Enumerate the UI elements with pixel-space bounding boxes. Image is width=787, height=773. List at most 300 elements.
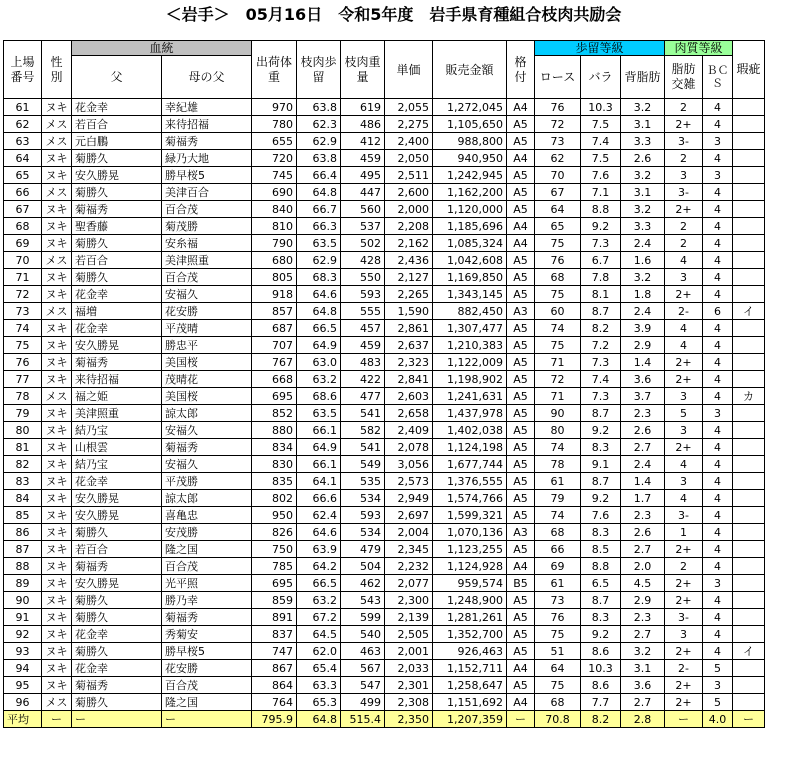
table-row — [4, 184, 765, 201]
sex-cell: ヌキ — [42, 320, 72, 337]
row-no-cell: 77 — [4, 371, 42, 388]
table-row — [4, 405, 765, 422]
sales-amount-cell: 1,122,009 — [433, 354, 507, 371]
carcass-weight-cell: 550 — [341, 269, 385, 286]
unit-price-cell: 2,127 — [385, 269, 433, 286]
rib-cell: 8.5 — [581, 541, 621, 558]
unit-price-cell: 2,055 — [385, 99, 433, 116]
row-no-cell: 89 — [4, 575, 42, 592]
unit-price-cell: 2,573 — [385, 473, 433, 490]
bcs-cell: 4 — [703, 252, 733, 269]
table-row — [4, 439, 765, 456]
unit-price-cell: 2,637 — [385, 337, 433, 354]
maternal-grandfather-cell: 隆之国 — [162, 694, 252, 711]
father-cell: 結乃宝 — [72, 456, 162, 473]
grade-cell: A4 — [507, 99, 535, 116]
row-no-cell: 87 — [4, 541, 42, 558]
rib-cell: 8.7 — [581, 405, 621, 422]
defect-cell — [733, 252, 765, 269]
rib-cell: 7.3 — [581, 388, 621, 405]
table-row — [4, 354, 765, 371]
bms-cell: 3- — [665, 609, 703, 626]
carcass-weight-cell: 543 — [341, 592, 385, 609]
bcs-cell: 4 — [703, 337, 733, 354]
rib-cell: 8.7 — [581, 473, 621, 490]
header-ship-weight: 出荷体重 — [252, 41, 297, 99]
father-cell: 安久勝晃 — [72, 167, 162, 184]
average-cell: 70.8 — [535, 711, 581, 728]
carcass-yield-cell: 64.6 — [297, 286, 341, 303]
maternal-grandfather-cell: 秀菊安 — [162, 626, 252, 643]
sex-cell: ヌキ — [42, 201, 72, 218]
rib-cell: 8.6 — [581, 677, 621, 694]
average-cell: ー — [733, 711, 765, 728]
backfat-cell: 3.2 — [621, 99, 665, 116]
carcass-weight-cell: 459 — [341, 337, 385, 354]
bcs-cell: 4 — [703, 235, 733, 252]
table-row — [4, 303, 765, 320]
maternal-grandfather-cell: 百合茂 — [162, 269, 252, 286]
bms-cell: 3 — [665, 626, 703, 643]
maternal-grandfather-cell: 勝早桜5 — [162, 643, 252, 660]
sales-amount-cell: 1,185,696 — [433, 218, 507, 235]
carcass-weight-cell: 547 — [341, 677, 385, 694]
sales-amount-cell: 1,070,136 — [433, 524, 507, 541]
rib-cell: 7.5 — [581, 150, 621, 167]
rib-cell: 8.2 — [581, 320, 621, 337]
rib-cell: 7.8 — [581, 269, 621, 286]
page-title: ＜岩手＞ 05月16日 令和5年度 岩手県育種組合枝肉共励会 — [165, 5, 622, 24]
row-no-cell: 64 — [4, 150, 42, 167]
average-cell: 4.0 — [703, 711, 733, 728]
carcass-weight-cell: 499 — [341, 694, 385, 711]
maternal-grandfather-cell: 安糸福 — [162, 235, 252, 252]
bms-cell: 2 — [665, 235, 703, 252]
carcass-yield-cell: 62.4 — [297, 507, 341, 524]
unit-price-cell: 2,300 — [385, 592, 433, 609]
rib-cell: 8.1 — [581, 286, 621, 303]
carcass-yield-cell: 62.9 — [297, 252, 341, 269]
backfat-cell: 1.4 — [621, 473, 665, 490]
carcass-yield-cell: 66.5 — [297, 320, 341, 337]
carcass-weight-cell: 555 — [341, 303, 385, 320]
father-cell: 若百合 — [72, 252, 162, 269]
father-cell: 若百合 — [72, 541, 162, 558]
bcs-cell: 4 — [703, 99, 733, 116]
father-cell: 若百合 — [72, 116, 162, 133]
father-cell: 菊福秀 — [72, 558, 162, 575]
sales-amount-cell: 1,241,631 — [433, 388, 507, 405]
defect-cell — [733, 609, 765, 626]
unit-price-cell: 2,139 — [385, 609, 433, 626]
ship-weight-cell: 668 — [252, 371, 297, 388]
header-sex: 性別 — [42, 41, 72, 99]
carcass-weight-cell: 549 — [341, 456, 385, 473]
average-label: 平均 — [4, 711, 42, 728]
sales-amount-cell: 1,677,744 — [433, 456, 507, 473]
carcass-yield-cell: 66.7 — [297, 201, 341, 218]
row-no-cell: 80 — [4, 422, 42, 439]
loin-cell: 75 — [535, 286, 581, 303]
ship-weight-cell: 837 — [252, 626, 297, 643]
backfat-cell: 3.6 — [621, 677, 665, 694]
father-cell: 山根雲 — [72, 439, 162, 456]
average-cell: 2,350 — [385, 711, 433, 728]
unit-price-cell: 2,308 — [385, 694, 433, 711]
unit-price-cell: 2,505 — [385, 626, 433, 643]
unit-price-cell: 2,301 — [385, 677, 433, 694]
sales-amount-cell: 959,574 — [433, 575, 507, 592]
bms-cell: 2+ — [665, 286, 703, 303]
father-cell: 菊福秀 — [72, 354, 162, 371]
carcass-yield-cell: 64.1 — [297, 473, 341, 490]
loin-cell: 90 — [535, 405, 581, 422]
backfat-cell: 2.7 — [621, 694, 665, 711]
sales-amount-cell: 1,352,700 — [433, 626, 507, 643]
sales-amount-cell: 1,124,928 — [433, 558, 507, 575]
carcass-yield-cell: 64.8 — [297, 184, 341, 201]
backfat-cell: 3.3 — [621, 218, 665, 235]
grade-cell: A5 — [507, 388, 535, 405]
header-maternal-grandfather: 母の父 — [162, 56, 252, 99]
row-no-cell: 71 — [4, 269, 42, 286]
unit-price-cell: 1,590 — [385, 303, 433, 320]
carcass-weight-cell: 486 — [341, 116, 385, 133]
rib-cell: 7.4 — [581, 371, 621, 388]
row-no-cell: 94 — [4, 660, 42, 677]
table-row — [4, 456, 765, 473]
sales-amount-cell: 1,162,200 — [433, 184, 507, 201]
header-bcs: ＢＣＳ — [703, 56, 733, 99]
ship-weight-cell: 785 — [252, 558, 297, 575]
maternal-grandfather-cell: 幸紀雄 — [162, 99, 252, 116]
unit-price-cell: 2,162 — [385, 235, 433, 252]
grade-cell: A5 — [507, 592, 535, 609]
header-row-no: 上場番号 — [4, 41, 42, 99]
bcs-cell: 4 — [703, 371, 733, 388]
defect-cell — [733, 99, 765, 116]
average-cell: ー — [665, 711, 703, 728]
father-cell: 花金幸 — [72, 660, 162, 677]
sex-cell: ヌキ — [42, 524, 72, 541]
father-cell: 福増 — [72, 303, 162, 320]
maternal-grandfather-cell: 美国桜 — [162, 388, 252, 405]
defect-cell — [733, 626, 765, 643]
father-cell: 菊勝久 — [72, 643, 162, 660]
rib-cell: 8.7 — [581, 592, 621, 609]
carcass-yield-cell: 64.9 — [297, 439, 341, 456]
sales-amount-cell: 1,599,321 — [433, 507, 507, 524]
bcs-cell: 4 — [703, 490, 733, 507]
bms-cell: 4 — [665, 320, 703, 337]
loin-cell: 68 — [535, 269, 581, 286]
bms-cell: 2+ — [665, 694, 703, 711]
bcs-cell: 4 — [703, 524, 733, 541]
grade-cell: A5 — [507, 507, 535, 524]
sales-amount-cell: 1,042,608 — [433, 252, 507, 269]
father-cell: 菊勝久 — [72, 184, 162, 201]
bcs-cell: 4 — [703, 558, 733, 575]
table-row — [4, 167, 765, 184]
rib-cell: 7.4 — [581, 133, 621, 150]
unit-price-cell: 2,409 — [385, 422, 433, 439]
grade-cell: A5 — [507, 609, 535, 626]
table-row — [4, 320, 765, 337]
bcs-cell: 4 — [703, 218, 733, 235]
grade-cell: A5 — [507, 643, 535, 660]
ship-weight-cell: 852 — [252, 405, 297, 422]
grade-cell: A4 — [507, 694, 535, 711]
maternal-grandfather-cell: 茂晴花 — [162, 371, 252, 388]
row-no-cell: 95 — [4, 677, 42, 694]
table-row — [4, 201, 765, 218]
average-cell: 1,207,359 — [433, 711, 507, 728]
father-cell: 安久勝晃 — [72, 490, 162, 507]
row-no-cell: 85 — [4, 507, 42, 524]
table-row — [4, 677, 765, 694]
bcs-cell: 4 — [703, 473, 733, 490]
defect-cell — [733, 133, 765, 150]
grade-cell: A5 — [507, 490, 535, 507]
defect-cell — [733, 677, 765, 694]
table-row — [4, 388, 765, 405]
loin-cell: 75 — [535, 626, 581, 643]
backfat-cell: 2.3 — [621, 405, 665, 422]
grade-cell: A5 — [507, 201, 535, 218]
bcs-cell: 3 — [703, 167, 733, 184]
sales-amount-cell: 1,198,902 — [433, 371, 507, 388]
bms-cell: 1 — [665, 524, 703, 541]
sex-cell: メス — [42, 133, 72, 150]
carcass-weight-cell: 477 — [341, 388, 385, 405]
father-cell: 菊勝久 — [72, 150, 162, 167]
bcs-cell: 4 — [703, 150, 733, 167]
carcass-weight-cell: 459 — [341, 150, 385, 167]
defect-cell — [733, 150, 765, 167]
backfat-cell: 2.4 — [621, 456, 665, 473]
backfat-cell: 2.6 — [621, 524, 665, 541]
ship-weight-cell: 810 — [252, 218, 297, 235]
header-sales-amount: 販売金額 — [433, 41, 507, 99]
table-row — [4, 133, 765, 150]
row-no-cell: 70 — [4, 252, 42, 269]
sex-cell: ヌキ — [42, 269, 72, 286]
sex-cell: ヌキ — [42, 473, 72, 490]
average-cell: 795.9 — [252, 711, 297, 728]
backfat-cell: 2.4 — [621, 235, 665, 252]
row-no-cell: 82 — [4, 456, 42, 473]
bcs-cell: 6 — [703, 303, 733, 320]
carcass-weight-cell: 463 — [341, 643, 385, 660]
defect-cell — [733, 524, 765, 541]
sales-amount-cell: 1,085,324 — [433, 235, 507, 252]
carcass-yield-cell: 64.5 — [297, 626, 341, 643]
sex-cell: メス — [42, 388, 72, 405]
bcs-cell: 4 — [703, 286, 733, 303]
carcass-weight-cell: 447 — [341, 184, 385, 201]
defect-cell — [733, 167, 765, 184]
sex-cell: メス — [42, 303, 72, 320]
table-row — [4, 218, 765, 235]
father-cell: 聖香藤 — [72, 218, 162, 235]
row-no-cell: 96 — [4, 694, 42, 711]
row-no-cell: 75 — [4, 337, 42, 354]
backfat-cell: 2.0 — [621, 558, 665, 575]
table-row — [4, 490, 765, 507]
row-no-cell: 61 — [4, 99, 42, 116]
bcs-cell: 4 — [703, 201, 733, 218]
sex-cell: ヌキ — [42, 439, 72, 456]
ship-weight-cell: 655 — [252, 133, 297, 150]
ship-weight-cell: 780 — [252, 116, 297, 133]
row-no-cell: 88 — [4, 558, 42, 575]
unit-price-cell: 2,861 — [385, 320, 433, 337]
sex-cell: ヌキ — [42, 558, 72, 575]
table-row — [4, 643, 765, 660]
carcass-weight-cell: 412 — [341, 133, 385, 150]
defect-cell — [733, 507, 765, 524]
carcass-weight-cell: 582 — [341, 422, 385, 439]
row-no-cell: 67 — [4, 201, 42, 218]
defect-cell — [733, 660, 765, 677]
sex-cell: ヌキ — [42, 405, 72, 422]
table-row — [4, 286, 765, 303]
bcs-cell: 4 — [703, 184, 733, 201]
unit-price-cell: 2,949 — [385, 490, 433, 507]
carcass-yield-cell: 64.2 — [297, 558, 341, 575]
unit-price-cell: 2,323 — [385, 354, 433, 371]
sales-amount-cell: 1,124,198 — [433, 439, 507, 456]
rib-cell: 8.3 — [581, 439, 621, 456]
grade-cell: A5 — [507, 456, 535, 473]
father-cell: 菊勝久 — [72, 269, 162, 286]
sex-cell: ヌキ — [42, 541, 72, 558]
bcs-cell: 4 — [703, 609, 733, 626]
grade-cell: A4 — [507, 660, 535, 677]
rib-cell: 8.6 — [581, 643, 621, 660]
sex-cell: ヌキ — [42, 99, 72, 116]
table-row — [4, 694, 765, 711]
header-backfat: 背脂肪 — [621, 56, 665, 99]
carcass-weight-cell: 560 — [341, 201, 385, 218]
maternal-grandfather-cell: 美国桜 — [162, 354, 252, 371]
unit-price-cell: 2,004 — [385, 524, 433, 541]
header-carcass-yield: 枝肉歩留 — [297, 41, 341, 99]
ship-weight-cell: 826 — [252, 524, 297, 541]
row-no-cell: 81 — [4, 439, 42, 456]
unit-price-cell: 2,232 — [385, 558, 433, 575]
bcs-cell: 4 — [703, 507, 733, 524]
grade-cell: A5 — [507, 184, 535, 201]
rib-cell: 7.1 — [581, 184, 621, 201]
backfat-cell: 1.6 — [621, 252, 665, 269]
rib-cell: 6.5 — [581, 575, 621, 592]
rib-cell: 8.3 — [581, 609, 621, 626]
sales-amount-cell: 926,463 — [433, 643, 507, 660]
carcass-yield-cell: 63.8 — [297, 150, 341, 167]
backfat-cell: 2.6 — [621, 150, 665, 167]
carcass-weight-cell: 495 — [341, 167, 385, 184]
ship-weight-cell: 864 — [252, 677, 297, 694]
carcass-yield-cell: 66.1 — [297, 422, 341, 439]
average-cell: ー — [42, 711, 72, 728]
maternal-grandfather-cell: 諒太郎 — [162, 405, 252, 422]
sex-cell: ヌキ — [42, 422, 72, 439]
grade-cell: A5 — [507, 541, 535, 558]
bms-cell: 4 — [665, 490, 703, 507]
backfat-cell: 3.1 — [621, 660, 665, 677]
bms-cell: 3 — [665, 422, 703, 439]
ship-weight-cell: 880 — [252, 422, 297, 439]
grade-cell: A5 — [507, 371, 535, 388]
loin-cell: 80 — [535, 422, 581, 439]
sales-amount-cell: 1,281,261 — [433, 609, 507, 626]
loin-cell: 73 — [535, 133, 581, 150]
bms-cell: 2 — [665, 150, 703, 167]
bms-cell: 3- — [665, 133, 703, 150]
row-no-cell: 62 — [4, 116, 42, 133]
sex-cell: ヌキ — [42, 218, 72, 235]
ship-weight-cell: 950 — [252, 507, 297, 524]
carcass-weight-cell: 537 — [341, 218, 385, 235]
table-row — [4, 541, 765, 558]
unit-price-cell: 2,265 — [385, 286, 433, 303]
carcass-weight-cell: 428 — [341, 252, 385, 269]
father-cell: 元白鵬 — [72, 133, 162, 150]
sex-cell: ヌキ — [42, 507, 72, 524]
father-cell: 菊勝久 — [72, 609, 162, 626]
loin-cell: 70 — [535, 167, 581, 184]
loin-cell: 76 — [535, 252, 581, 269]
defect-cell — [733, 320, 765, 337]
ship-weight-cell: 720 — [252, 150, 297, 167]
backfat-cell: 2.6 — [621, 422, 665, 439]
ship-weight-cell: 857 — [252, 303, 297, 320]
bms-cell: 3 — [665, 388, 703, 405]
carcass-yield-cell: 62.9 — [297, 133, 341, 150]
table-row — [4, 507, 765, 524]
unit-price-cell: 2,345 — [385, 541, 433, 558]
bcs-cell: 3 — [703, 575, 733, 592]
father-cell: 菊福秀 — [72, 201, 162, 218]
carcass-weight-cell: 593 — [341, 507, 385, 524]
father-cell: 菊勝久 — [72, 524, 162, 541]
sales-amount-cell: 1,105,650 — [433, 116, 507, 133]
bcs-cell: 5 — [703, 660, 733, 677]
unit-price-cell: 3,056 — [385, 456, 433, 473]
row-no-cell: 68 — [4, 218, 42, 235]
sales-amount-cell: 940,950 — [433, 150, 507, 167]
backfat-cell: 1.4 — [621, 354, 665, 371]
loin-cell: 51 — [535, 643, 581, 660]
maternal-grandfather-cell: 美津照重 — [162, 252, 252, 269]
unit-price-cell: 2,436 — [385, 252, 433, 269]
carcass-weight-cell: 567 — [341, 660, 385, 677]
rib-cell: 8.8 — [581, 558, 621, 575]
loin-cell: 66 — [535, 541, 581, 558]
maternal-grandfather-cell: 喜亀忠 — [162, 507, 252, 524]
table-row — [4, 150, 765, 167]
bms-cell: 2+ — [665, 201, 703, 218]
rib-cell: 7.6 — [581, 167, 621, 184]
backfat-cell: 2.3 — [621, 609, 665, 626]
father-cell: 花金幸 — [72, 320, 162, 337]
bms-cell: 2+ — [665, 643, 703, 660]
rib-cell: 10.3 — [581, 660, 621, 677]
grade-cell: A5 — [507, 286, 535, 303]
backfat-cell: 2.7 — [621, 541, 665, 558]
header-carcass-weight: 枝肉重量 — [341, 41, 385, 99]
